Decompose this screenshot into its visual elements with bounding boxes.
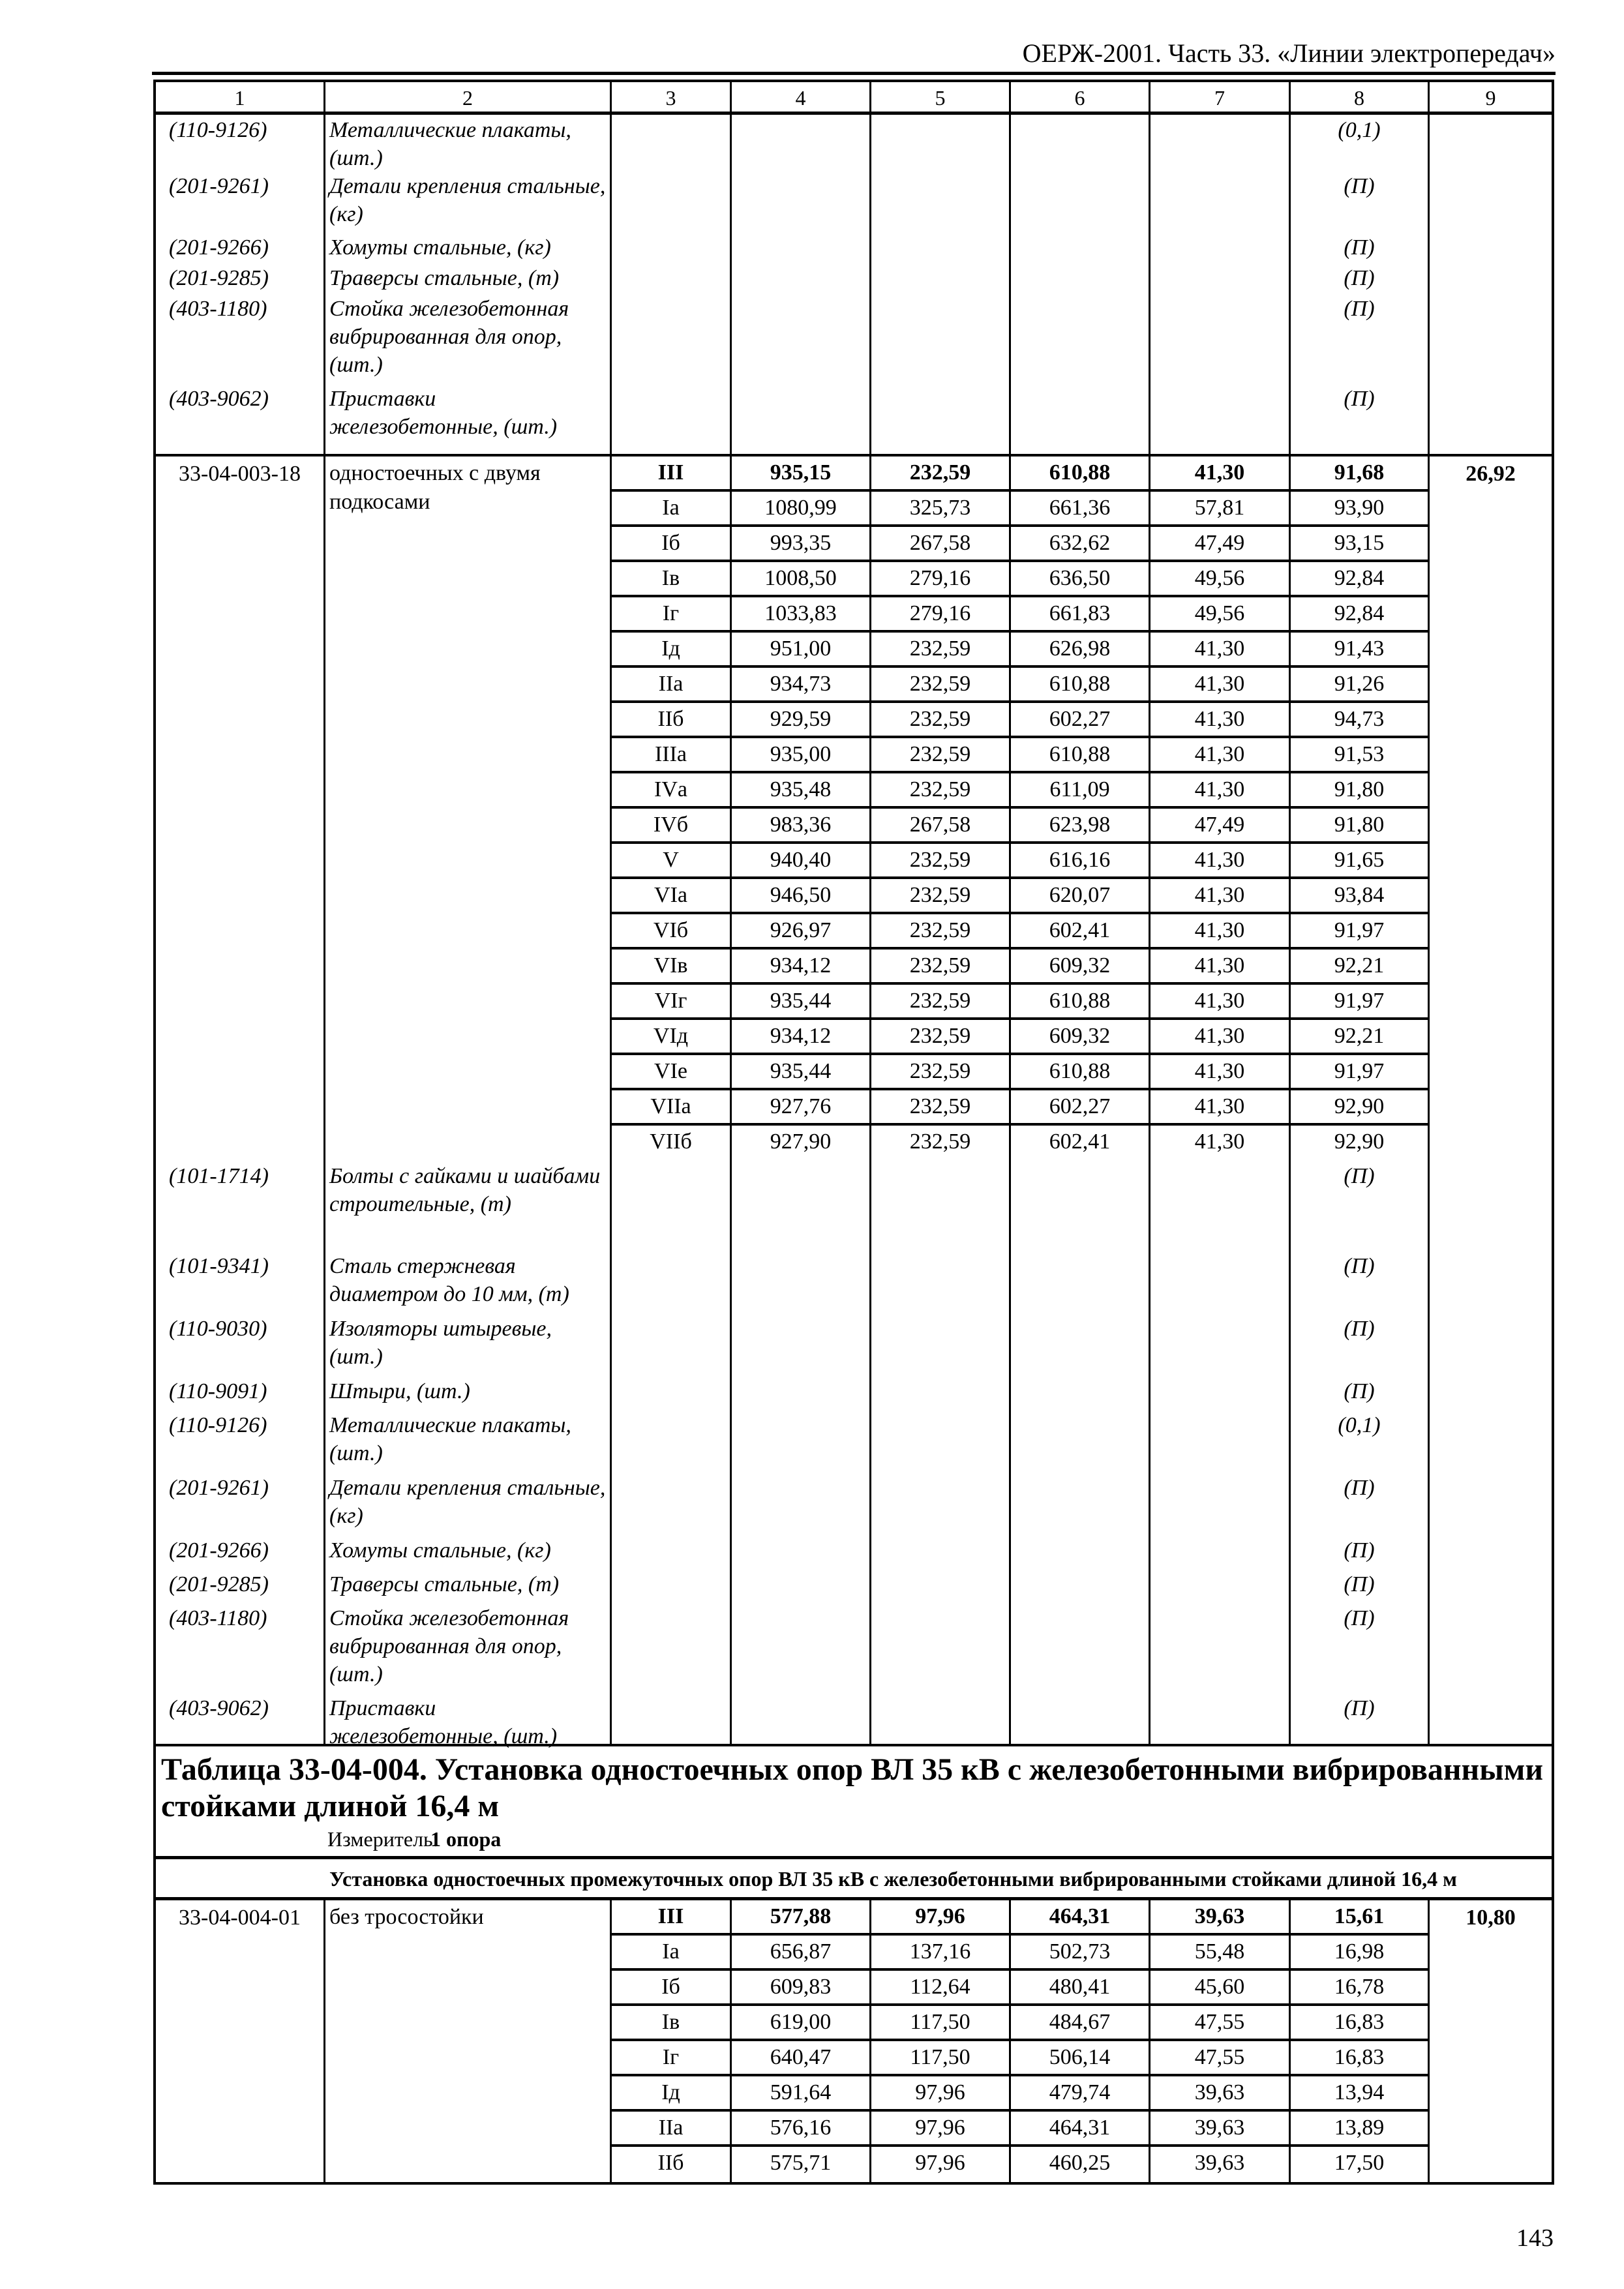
rate-col9-value: 10,80	[1466, 1906, 1516, 1930]
zone-cell: VIд	[612, 1020, 732, 1053]
measure-line	[161, 1825, 1546, 1853]
value-col8: 92,90	[1334, 1094, 1385, 1118]
value-col5: 97,96	[871, 1900, 1011, 1933]
table-004-subheading	[156, 1859, 1552, 1900]
resource-name: Изоляторы штыревые, (шт.)	[325, 1313, 612, 1376]
rate-code: 33-04-003-18	[156, 456, 325, 1161]
value-col8: 92,84	[1334, 601, 1385, 625]
value-col7: 47,55	[1150, 2006, 1291, 2039]
resource-value: (П)	[1291, 171, 1430, 232]
value-col5: 232,59	[871, 844, 1011, 876]
zone-cell: Iд	[612, 2076, 732, 2109]
value-col5: 232,59	[871, 985, 1011, 1017]
zone-row	[612, 668, 1428, 703]
value-col5: 232,59	[871, 633, 1011, 665]
zone-row	[612, 809, 1428, 844]
value-col7: 41,30	[1150, 1090, 1291, 1123]
resource-value: (П)	[1291, 1161, 1430, 1251]
value-col4: 619,00	[732, 2006, 871, 2039]
resource-name: Болты с гайками и шайбами строительные, (т)	[325, 1161, 612, 1251]
resource-name: Хомуты стальные, (кг)	[325, 1535, 612, 1569]
subheading-text: Установка одностоечных промежуточных опор ВЛ 35 кВ с железобетонными вибрированными стойками длиной 16,4 м	[329, 1867, 1457, 1891]
resource-code: (201-9285)	[156, 1569, 325, 1603]
zone-row	[612, 2112, 1428, 2147]
value-col7: 47,49	[1150, 809, 1291, 841]
resource-row	[156, 1693, 1552, 1748]
value-col4: 1080,99	[732, 492, 871, 524]
value-col6: 610,88	[1011, 1055, 1150, 1088]
resource-row	[156, 263, 1552, 293]
value-col5: 232,59	[871, 738, 1011, 771]
value-col7: 41,30	[1150, 1055, 1291, 1088]
zone-cell: VIа	[612, 879, 732, 912]
value-col8: 92,90	[1334, 1130, 1385, 1154]
value-col6: 616,16	[1011, 844, 1150, 876]
value-col8: 91,97	[1334, 989, 1385, 1013]
value-col8: 16,78	[1334, 1975, 1385, 1999]
value-col8: 15,61	[1334, 1904, 1385, 1928]
value-col6: 611,09	[1011, 773, 1150, 806]
resource-row	[156, 1535, 1552, 1569]
zone-row	[612, 1055, 1428, 1090]
resource-name: Детали крепления стальные, (кг)	[325, 1473, 612, 1535]
resource-value: (0,1)	[1291, 115, 1430, 171]
value-col5: 279,16	[871, 597, 1011, 630]
resource-value: (П)	[1291, 1535, 1430, 1569]
resource-value: (П)	[1291, 293, 1430, 383]
resource-value: (П)	[1291, 1603, 1430, 1693]
zone-cell: IIб	[612, 703, 732, 736]
value-col8: 91,65	[1334, 848, 1385, 872]
zone-cell: IVа	[612, 773, 732, 806]
resource-row	[156, 1473, 1552, 1535]
value-col8: 91,68	[1334, 460, 1385, 485]
col-header-1: 1	[156, 82, 325, 112]
zone-cell: Iа	[612, 492, 732, 524]
zone-row	[612, 562, 1428, 597]
value-col7: 49,56	[1150, 597, 1291, 630]
value-col8: 91,80	[1334, 813, 1385, 837]
value-col7: 41,30	[1150, 703, 1291, 736]
value-col4: 935,48	[732, 773, 871, 806]
value-col4: 576,16	[732, 2112, 871, 2144]
resource-row	[156, 232, 1552, 263]
value-col5: 232,59	[871, 1126, 1011, 1161]
value-col6: 602,27	[1011, 1090, 1150, 1123]
zone-row	[612, 456, 1428, 492]
value-col8: 91,97	[1334, 918, 1385, 942]
value-col4: 935,44	[732, 985, 871, 1017]
value-col6: 502,73	[1011, 1936, 1150, 1968]
value-col6: 620,07	[1011, 879, 1150, 912]
value-col4: 935,15	[732, 456, 871, 489]
zone-cell: IIа	[612, 668, 732, 700]
value-col6: 636,50	[1011, 562, 1150, 595]
resource-value: (П)	[1291, 1569, 1430, 1603]
value-col6: 602,27	[1011, 703, 1150, 736]
value-col6: 464,31	[1011, 2112, 1150, 2144]
col-header-3: 3	[612, 82, 732, 112]
resource-code: (201-9261)	[156, 171, 325, 232]
value-col6: 480,41	[1011, 1971, 1150, 2003]
zone-cell: VIе	[612, 1055, 732, 1088]
col-header-4: 4	[732, 82, 871, 112]
value-col8: 16,83	[1334, 2045, 1385, 2069]
value-col5: 97,96	[871, 2076, 1011, 2109]
page-number: 143	[1516, 2224, 1554, 2252]
zone-row	[612, 633, 1428, 668]
zone-cell: IIб	[612, 2147, 732, 2182]
resource-row	[156, 1313, 1552, 1376]
value-col6: 609,32	[1011, 950, 1150, 982]
zone-cell: Iв	[612, 562, 732, 595]
value-col4: 577,88	[732, 1900, 871, 1933]
value-col7: 39,63	[1150, 2147, 1291, 2182]
resource-value: (П)	[1291, 1313, 1430, 1376]
zone-cell: VIIб	[612, 1126, 732, 1161]
value-col4: 929,59	[732, 703, 871, 736]
value-col6: 610,88	[1011, 668, 1150, 700]
running-title: ОЕРЖ-2001. Часть 33. «Линии электропередач»	[1022, 38, 1556, 68]
zone-row	[612, 738, 1428, 773]
resource-value: (П)	[1291, 263, 1430, 293]
col-header-8: 8	[1291, 82, 1430, 112]
value-col5: 325,73	[871, 492, 1011, 524]
resource-name: Траверсы стальные, (т)	[325, 1569, 612, 1603]
rates-table	[153, 80, 1554, 2185]
value-col4: 591,64	[732, 2076, 871, 2109]
value-col4: 926,97	[732, 914, 871, 947]
rate-code: 33-04-004-01	[156, 1900, 325, 2182]
value-col7: 41,30	[1150, 456, 1291, 489]
value-col6: 506,14	[1011, 2041, 1150, 2074]
value-col5: 232,59	[871, 668, 1011, 700]
zone-row	[612, 703, 1428, 738]
value-col8: 91,53	[1334, 742, 1385, 766]
resource-value: (П)	[1291, 1693, 1430, 1744]
zone-cell: IVб	[612, 809, 732, 841]
value-col4: 609,83	[732, 1971, 871, 2003]
value-col5: 232,59	[871, 1020, 1011, 1053]
value-col7: 39,63	[1150, 1900, 1291, 1933]
value-col7: 41,30	[1150, 668, 1291, 700]
value-col7: 39,63	[1150, 2112, 1291, 2144]
value-col8: 92,21	[1334, 953, 1385, 978]
value-col4: 927,90	[732, 1126, 871, 1161]
value-col5: 232,59	[871, 879, 1011, 912]
resource-code: (110-9091)	[156, 1376, 325, 1410]
rate-block-33-04-004-01	[156, 1900, 1552, 2182]
zone-cell: III	[612, 456, 732, 489]
value-col7: 41,30	[1150, 1020, 1291, 1053]
value-col5: 117,50	[871, 2006, 1011, 2039]
resource-code: (101-9341)	[156, 1251, 325, 1313]
zone-cell: IIа	[612, 2112, 732, 2144]
zone-cell: IIIа	[612, 738, 732, 771]
value-col4: 934,12	[732, 1020, 871, 1053]
resource-code: (403-9062)	[156, 1693, 325, 1744]
rate-col9-value: 26,92	[1466, 462, 1516, 486]
value-col8: 16,83	[1334, 2010, 1385, 2034]
rate-description: одностоечных с двумя подкосами	[325, 456, 612, 1161]
value-col4: 993,35	[732, 527, 871, 560]
zone-row	[612, 2147, 1428, 2182]
measure-label: Измеритель:	[327, 1827, 439, 1851]
value-col7: 39,63	[1150, 2076, 1291, 2109]
value-col7: 45,60	[1150, 1971, 1291, 2003]
zone-row	[612, 1126, 1428, 1161]
column-number-header	[156, 82, 1552, 115]
col-header-2: 2	[325, 82, 612, 112]
resource-name: Стойка железобетонная вибрированная для опор, (шт.)	[325, 293, 612, 383]
resource-code: (403-1180)	[156, 1603, 325, 1693]
value-col8: 93,84	[1334, 883, 1385, 907]
table-title: Таблица 33-04-004. Установка одностоечных опор ВЛ 35 кВ с железобетонными вибрированными стойками длиной 16,4 м	[161, 1752, 1544, 1823]
value-col8: 17,50	[1334, 2151, 1385, 2175]
value-col6: 610,88	[1011, 985, 1150, 1017]
value-col6: 602,41	[1011, 1126, 1150, 1161]
zone-row	[612, 1936, 1428, 1971]
col-header-7: 7	[1150, 82, 1291, 112]
value-col7: 41,30	[1150, 633, 1291, 665]
resource-value: (0,1)	[1291, 1410, 1430, 1473]
zone-cell: VIв	[612, 950, 732, 982]
resource-value: (П)	[1291, 1251, 1430, 1313]
resource-name: Штыри, (шт.)	[325, 1376, 612, 1410]
resource-name: Металлические плакаты, (шт.)	[325, 1410, 612, 1473]
value-col8: 91,43	[1334, 636, 1385, 661]
zone-cell: Iа	[612, 1936, 732, 1968]
value-col6: 610,88	[1011, 738, 1150, 771]
resource-code: (403-1180)	[156, 293, 325, 383]
value-col4: 935,00	[732, 738, 871, 771]
value-col5: 97,96	[871, 2147, 1011, 2182]
resource-value: (П)	[1291, 1473, 1430, 1535]
zone-rows	[612, 456, 1430, 1161]
resource-row	[156, 1161, 1552, 1251]
zone-row	[612, 492, 1428, 527]
zone-row	[612, 2041, 1428, 2076]
resource-name: Хомуты стальные, (кг)	[325, 232, 612, 263]
value-col8: 16,98	[1334, 1939, 1385, 1964]
value-col6: 661,36	[1011, 492, 1150, 524]
zone-row	[612, 2006, 1428, 2041]
zone-row	[612, 2076, 1428, 2112]
resource-row	[156, 1251, 1552, 1313]
resources-block-2	[156, 1161, 1552, 1746]
value-col6: 610,88	[1011, 456, 1150, 489]
value-col8: 91,26	[1334, 672, 1385, 696]
resource-row	[156, 1569, 1552, 1603]
resource-row	[156, 115, 1552, 171]
value-col5: 232,59	[871, 914, 1011, 947]
resources-block-1	[156, 115, 1552, 456]
value-col6: 661,83	[1011, 597, 1150, 630]
resource-value: (П)	[1291, 1376, 1430, 1410]
value-col6: 609,32	[1011, 1020, 1150, 1053]
value-col5: 97,96	[871, 2112, 1011, 2144]
zone-row	[612, 1090, 1428, 1126]
zone-row	[612, 844, 1428, 879]
resource-code: (110-9126)	[156, 1410, 325, 1473]
value-col4: 934,12	[732, 950, 871, 982]
rate-block-33-04-003-18	[156, 456, 1552, 1161]
value-col8: 13,89	[1334, 2116, 1385, 2140]
resource-name: Приставки железобетонные, (шт.)	[325, 383, 612, 454]
value-col4: 656,87	[732, 1936, 871, 1968]
resource-name: Сталь стержневая диаметром до 10 мм, (т)	[325, 1251, 612, 1313]
value-col6: 623,98	[1011, 809, 1150, 841]
zone-cell: Iг	[612, 597, 732, 630]
zone-row	[612, 1020, 1428, 1055]
value-col4: 927,76	[732, 1090, 871, 1123]
value-col7: 41,30	[1150, 738, 1291, 771]
zone-rows	[612, 1900, 1430, 2182]
value-col4: 575,71	[732, 2147, 871, 2182]
value-col7: 57,81	[1150, 492, 1291, 524]
value-col5: 232,59	[871, 1055, 1011, 1088]
value-col4: 946,50	[732, 879, 871, 912]
value-col6: 602,41	[1011, 914, 1150, 947]
value-col7: 41,30	[1150, 914, 1291, 947]
resource-code: (201-9266)	[156, 232, 325, 263]
value-col7: 41,30	[1150, 844, 1291, 876]
zone-cell: VIг	[612, 985, 732, 1017]
value-col5: 137,16	[871, 1936, 1011, 1968]
value-col5: 232,59	[871, 773, 1011, 806]
value-col5: 232,59	[871, 950, 1011, 982]
table-004-title-block	[156, 1746, 1552, 1859]
resource-row	[156, 171, 1552, 232]
resource-row	[156, 293, 1552, 383]
zone-cell: Iг	[612, 2041, 732, 2074]
zone-row	[612, 527, 1428, 562]
value-col6: 626,98	[1011, 633, 1150, 665]
resource-value: (П)	[1291, 232, 1430, 263]
zone-row	[612, 773, 1428, 809]
value-col7: 41,30	[1150, 773, 1291, 806]
value-col7: 41,30	[1150, 1126, 1291, 1161]
value-col7: 55,48	[1150, 1936, 1291, 1968]
value-col8: 93,90	[1334, 496, 1385, 520]
value-col6: 484,67	[1011, 2006, 1150, 2039]
value-col5: 267,58	[871, 809, 1011, 841]
value-col7: 41,30	[1150, 950, 1291, 982]
value-col8: 91,80	[1334, 777, 1385, 801]
measure-value: 1 опора	[430, 1827, 502, 1851]
value-col7: 41,30	[1150, 879, 1291, 912]
value-col7: 47,55	[1150, 2041, 1291, 2074]
resource-code: (101-1714)	[156, 1161, 325, 1251]
value-col4: 1008,50	[732, 562, 871, 595]
value-col4: 940,40	[732, 844, 871, 876]
zone-cell: VIб	[612, 914, 732, 947]
resource-code: (110-9030)	[156, 1313, 325, 1376]
resource-row	[156, 1376, 1552, 1410]
resource-name: Стойка железобетонная вибрированная для опор, (шт.)	[325, 1603, 612, 1693]
resource-name: Приставки железобетонные, (шт.)	[325, 1693, 612, 1744]
resource-code: (201-9261)	[156, 1473, 325, 1535]
zone-row	[612, 914, 1428, 950]
value-col4: 951,00	[732, 633, 871, 665]
value-col6: 479,74	[1011, 2076, 1150, 2109]
value-col5: 279,16	[871, 562, 1011, 595]
rate-description: без тросостойки	[325, 1900, 612, 2182]
zone-row	[612, 597, 1428, 633]
value-col5: 232,59	[871, 456, 1011, 489]
zone-cell: VIIа	[612, 1090, 732, 1123]
value-col4: 983,36	[732, 809, 871, 841]
value-col7: 49,56	[1150, 562, 1291, 595]
value-col5: 232,59	[871, 703, 1011, 736]
zone-row	[612, 1900, 1428, 1936]
zone-row	[612, 879, 1428, 914]
value-col8: 94,73	[1334, 707, 1385, 731]
value-col4: 640,47	[732, 2041, 871, 2074]
value-col7: 41,30	[1150, 985, 1291, 1017]
value-col8: 92,21	[1334, 1024, 1385, 1048]
resource-row	[156, 1410, 1552, 1473]
value-col7: 47,49	[1150, 527, 1291, 560]
zone-cell: Iв	[612, 2006, 732, 2039]
resource-code: (201-9266)	[156, 1535, 325, 1569]
value-col5: 232,59	[871, 1090, 1011, 1123]
zone-row	[612, 1971, 1428, 2006]
resource-code: (110-9126)	[156, 115, 325, 171]
value-col8: 92,84	[1334, 566, 1385, 590]
header-rule	[152, 72, 1556, 75]
resource-code: (201-9285)	[156, 263, 325, 293]
value-col6: 460,25	[1011, 2147, 1150, 2182]
zone-cell: Iб	[612, 1971, 732, 2003]
value-col4: 934,73	[732, 668, 871, 700]
value-col6: 632,62	[1011, 527, 1150, 560]
zone-row	[612, 950, 1428, 985]
value-col6: 464,31	[1011, 1900, 1150, 1933]
value-col4: 1033,83	[732, 597, 871, 630]
resource-row	[156, 1603, 1552, 1693]
zone-row	[612, 985, 1428, 1020]
value-col8: 93,15	[1334, 531, 1385, 555]
value-col8: 91,97	[1334, 1059, 1385, 1083]
zone-cell: Iб	[612, 527, 732, 560]
zone-cell: Iд	[612, 633, 732, 665]
resource-name: Траверсы стальные, (т)	[325, 263, 612, 293]
col-header-6: 6	[1011, 82, 1150, 112]
value-col8: 13,94	[1334, 2080, 1385, 2104]
value-col5: 112,64	[871, 1971, 1011, 2003]
value-col5: 267,58	[871, 527, 1011, 560]
zone-cell: III	[612, 1900, 732, 1933]
zone-cell: V	[612, 844, 732, 876]
col-header-9: 9	[1485, 86, 1496, 110]
col-header-5: 5	[871, 82, 1011, 112]
resource-name: Детали крепления стальные, (кг)	[325, 171, 612, 232]
value-col5: 117,50	[871, 2041, 1011, 2074]
resource-row	[156, 383, 1552, 454]
resource-code: (403-9062)	[156, 383, 325, 454]
value-col4: 935,44	[732, 1055, 871, 1088]
resource-name: Металлические плакаты, (шт.)	[325, 115, 612, 171]
resource-value: (П)	[1291, 383, 1430, 454]
